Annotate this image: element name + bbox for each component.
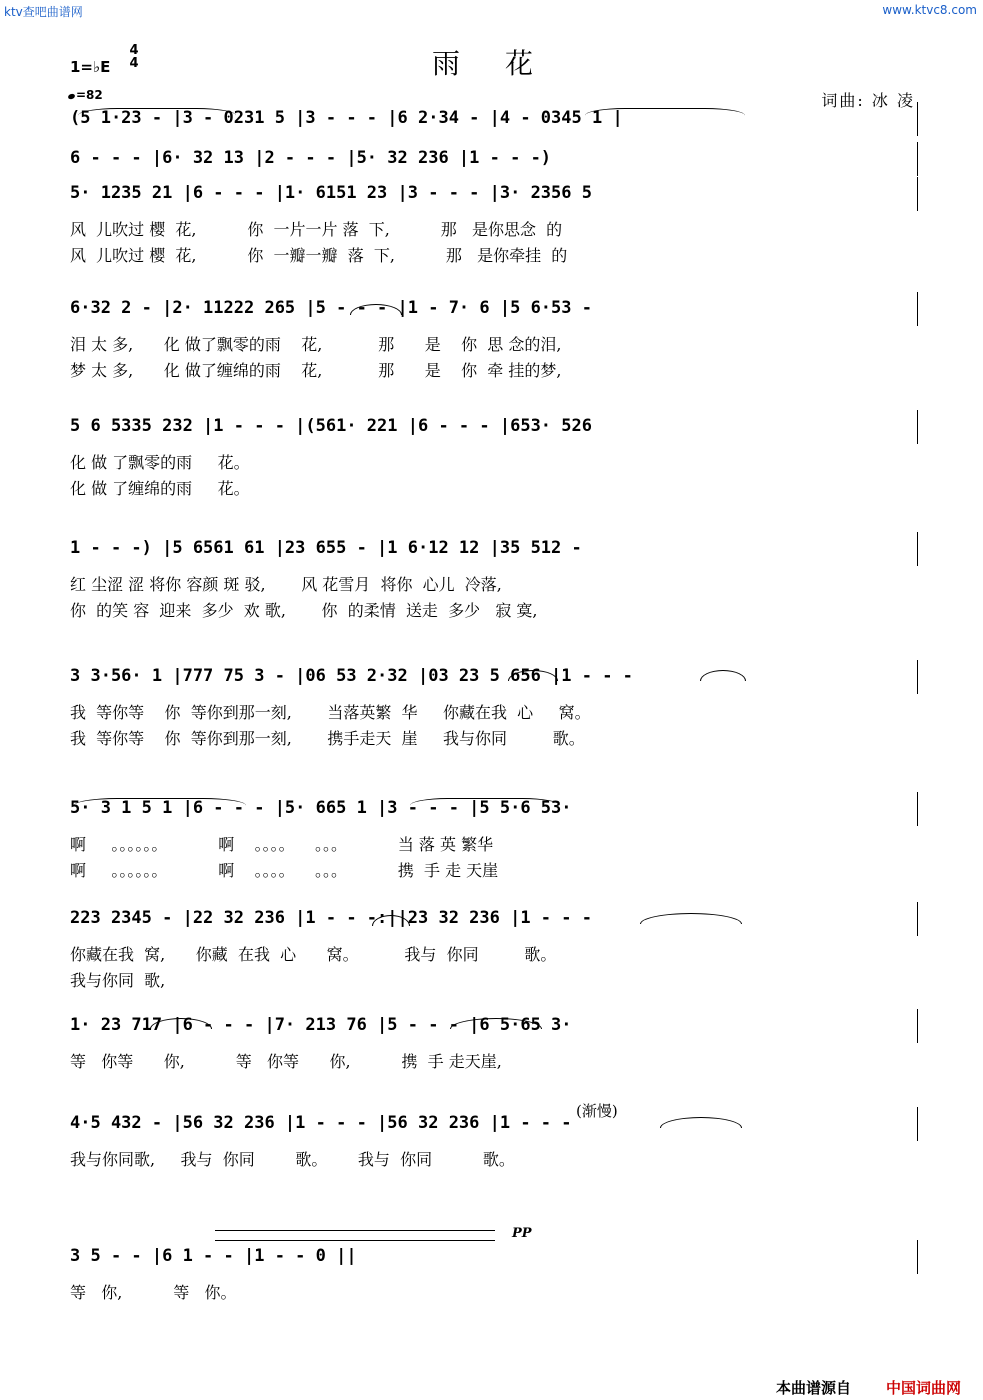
notation-line: 5· 1235 21 |6 - - - |1· 6151 23 |3 - - - |3· 2356 5 xyxy=(70,183,592,203)
notation-line: 6 - - - |6· 32 13 |2 - - - |5· 32 236 |1 - - -) xyxy=(70,148,552,168)
bar-line xyxy=(917,142,918,176)
lyric-line: 啊 。。。。。。 啊 。。。。 。。。 携 手 走 天崖 xyxy=(70,861,499,880)
watermark-left: ktv查吧曲谱网 xyxy=(4,5,83,19)
notation-line: 3 5 - - |6 1 - - |1 - - 0 || xyxy=(70,1246,357,1266)
time-bottom: 4 xyxy=(129,56,139,71)
composer-credit: 词曲: 冰 凌 xyxy=(821,91,915,110)
notation-line: (5 1·23 - |3 - 0231 5 |3 - - - |6 2·34 - |4 - 0345 1 | xyxy=(70,108,623,128)
ritardando-mark: (渐慢) xyxy=(576,1102,618,1120)
lyric-line: 我与你同歌, 我与 你同 歌。 我与 你同 歌。 xyxy=(70,1150,515,1169)
bar-line xyxy=(917,1107,918,1141)
diminuendo-hairpin xyxy=(215,1230,495,1231)
diminuendo-hairpin xyxy=(215,1240,495,1241)
song-title: 雨 花 xyxy=(432,47,551,80)
lyric-line: 化 做 了缠绵的雨 花。 xyxy=(70,479,250,498)
tempo-marking xyxy=(68,88,103,102)
dynamic-pp: PP xyxy=(512,1226,532,1241)
quarter-note-icon xyxy=(67,93,75,100)
notation-line: 1 - - -) |5 6561 61 |23 655 - |1 6·12 12 |35 512 - xyxy=(70,538,582,558)
bar-line xyxy=(917,792,918,826)
lyric-line: 风 儿吹过 樱 花, 你 一瓣一瓣 落 下, 那 是你牵挂 的 xyxy=(70,246,568,265)
lyric-line: 我与你同 歌, xyxy=(70,971,166,990)
lyric-line: 梦 太 多, 化 做了缠绵的雨 花, 那 是 你 牵 挂的梦, xyxy=(70,361,562,380)
lyric-line: 红 尘涩 涩 将你 容颜 斑 驳, 风 花雪月 将你 心儿 冷落, xyxy=(70,575,502,594)
phrase-slur xyxy=(410,798,560,813)
bar-line xyxy=(917,177,918,211)
phrase-slur xyxy=(74,798,246,813)
notation-line: 3 3·56· 1 |777 75 3 - |06 53 2·32 |03 23 5 656 |1 - - - xyxy=(70,666,633,686)
footer-site: 中国词曲网 xyxy=(886,1379,962,1397)
lyric-line: 泪 太 多, 化 做了飘零的雨 花, 那 是 你 思 念的泪, xyxy=(70,335,562,354)
key-signature: 1=♭E xyxy=(70,58,111,76)
lyric-line: 你藏在我 窝, 你藏 在我 心 窝。 我与 你同 歌。 xyxy=(70,945,557,964)
notation-line: 223 2345 - |22 32 236 |1 - - -:||23 32 236 |1 - - - xyxy=(70,908,592,928)
time-top: 4 xyxy=(129,43,139,58)
lyric-line: 我 等你等 你 等你到那一刻, 携手走天 崖 我与你同 歌。 xyxy=(70,729,585,748)
lyric-line: 啊 。。。。。。 啊 。。。。 。。。 当 落 英 繁华 xyxy=(70,835,494,854)
notation-line: 6·32 2 - |2· 11222 265 |5 - - - |1 - 7· 6 |5 6·53 - xyxy=(70,298,592,318)
bar-line xyxy=(917,532,918,566)
notation-line: 5 6 5335 232 |1 - - - |(561· 221 |6 - - - |653· 526 xyxy=(70,416,592,436)
lyric-line: 你 的笑 容 迎来 多少 欢 歌, 你 的柔情 送走 多少 寂 寞, xyxy=(70,601,538,620)
lyric-line: 等 你等 你, 等 你等 你, 携 手 走天崖, xyxy=(70,1052,502,1071)
lyric-line: 风 儿吹过 樱 花, 你 一片一片 落 下, 那 是你思念 的 xyxy=(70,220,563,239)
bar-line xyxy=(917,660,918,694)
notation-line: 4·5 432 - |56 32 236 |1 - - - |56 32 236 |1 - - - xyxy=(70,1113,572,1133)
watermark-right: www.ktvc8.com xyxy=(882,3,977,17)
notation-line: 1· 23 717 |6 - - - |7· 213 76 |5 - - - |6 5·65 3· xyxy=(70,1015,572,1035)
lyric-line: 等 你, 等 你。 xyxy=(70,1283,237,1302)
lyric-line: 我 等你等 你 等你到那一刻, 当落英繁 华 你藏在我 心 窝。 xyxy=(70,703,591,722)
lyric-line: 化 做 了飘零的雨 花。 xyxy=(70,453,250,472)
phrase-slur xyxy=(78,108,236,123)
bar-line xyxy=(917,292,918,326)
phrase-slur xyxy=(585,108,745,123)
bar-line xyxy=(917,1009,918,1043)
footer-source xyxy=(776,1377,851,1398)
bar-line xyxy=(917,410,918,444)
bar-line xyxy=(917,902,918,936)
footer-source-label: 本曲谱源自 xyxy=(776,1379,852,1397)
bar-line xyxy=(917,1240,918,1274)
bar-line xyxy=(917,102,918,136)
notation-line: 5· 3 1 5 1 |6 - - - |5· 665 1 |3 - - - |5 5·6 53· xyxy=(70,798,572,818)
tempo-value: =82 xyxy=(76,88,103,102)
